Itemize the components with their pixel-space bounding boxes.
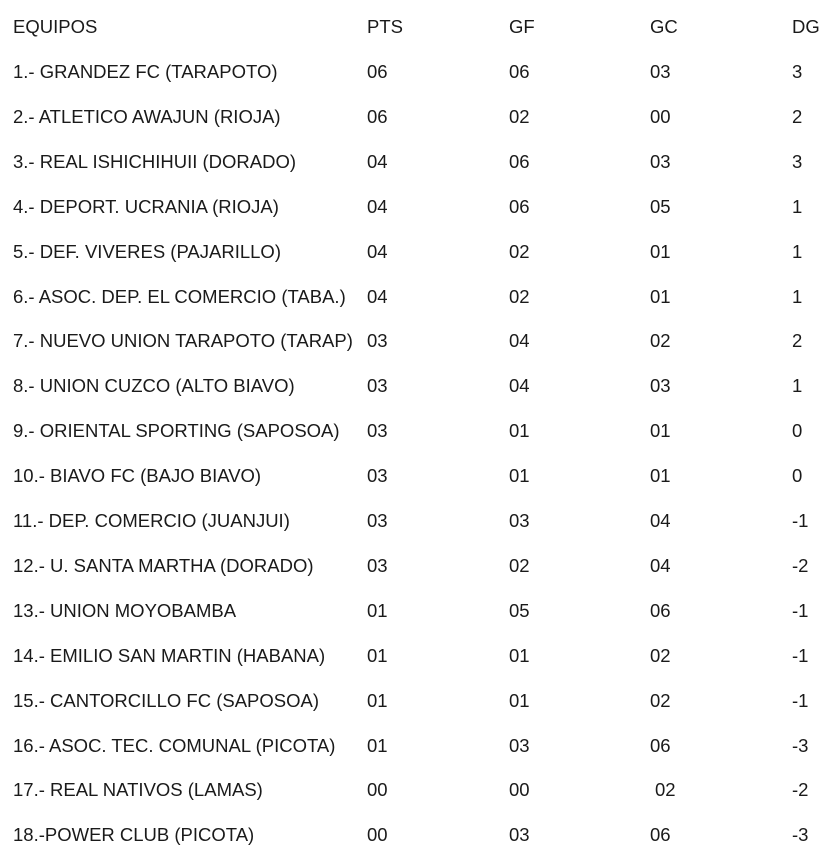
cell-gf: 04 <box>509 330 530 352</box>
cell-pts: 03 <box>367 330 388 352</box>
cell-gf: 02 <box>509 554 530 576</box>
cell-pts: 01 <box>367 734 388 756</box>
cell-dg: -3 <box>792 824 809 846</box>
cell-team: 7.- NUEVO UNION TARAPOTO (TARAP) <box>13 330 353 352</box>
cell-gf: 01 <box>509 644 530 666</box>
header-team: EQUIPOS <box>13 16 98 37</box>
cell-gc: 01 <box>650 285 671 307</box>
header-gc: GC <box>650 16 678 37</box>
cell-gc: 06 <box>650 734 671 756</box>
cell-team: 6.- ASOC. DEP. EL COMERCIO (TABA.) <box>13 285 346 307</box>
cell-team: 16.- ASOC. TEC. COMUNAL (PICOTA) <box>13 734 336 756</box>
cell-team: 2.- ATLETICO AWAJUN (RIOJA) <box>13 105 281 127</box>
table-row <box>0 237 839 267</box>
table-row <box>0 596 839 626</box>
header-row <box>0 12 839 42</box>
cell-dg: 0 <box>792 465 803 487</box>
cell-team: 11.- DEP. COMERCIO (JUANJUI) <box>13 510 290 531</box>
cell-team: 13.- UNION MOYOBAMBA <box>13 599 237 621</box>
cell-pts: 00 <box>367 824 388 846</box>
table-row <box>0 820 839 850</box>
cell-gf: 03 <box>509 734 530 756</box>
cell-pts: 03 <box>367 420 388 442</box>
header-gf: GF <box>509 16 535 37</box>
cell-team: 8.- UNION CUZCO (ALTO BIAVO) <box>13 375 295 397</box>
cell-gf: 03 <box>509 824 530 846</box>
table-row <box>0 731 839 761</box>
cell-gc: 02 <box>650 644 671 666</box>
cell-team: 9.- ORIENTAL SPORTING (SAPOSOA) <box>13 420 340 442</box>
cell-team: 5.- DEF. VIVERES (PAJARILLO) <box>13 240 281 262</box>
cell-dg: 1 <box>792 285 803 307</box>
cell-team: 12.- U. SANTA MARTHA (DORADO) <box>13 554 314 576</box>
cell-pts: 04 <box>367 240 388 262</box>
cell-dg: -2 <box>792 554 809 576</box>
cell-gc: 01 <box>650 420 671 442</box>
table-row <box>0 506 839 536</box>
cell-gc: 02 <box>650 330 671 352</box>
cell-gf: 04 <box>509 375 530 397</box>
cell-gc: 06 <box>650 824 671 846</box>
cell-dg: -2 <box>792 779 809 801</box>
header-pts: PTS <box>367 16 403 37</box>
cell-gf: 01 <box>509 689 530 711</box>
cell-dg: -3 <box>792 734 809 756</box>
cell-team: 17.- REAL NATIVOS (LAMAS) <box>13 779 263 801</box>
cell-gc: 02 <box>655 779 676 801</box>
cell-gc: 02 <box>650 689 671 711</box>
cell-pts: 06 <box>367 61 388 82</box>
cell-gc: 01 <box>650 240 671 262</box>
table-row <box>0 192 839 222</box>
cell-dg: 3 <box>792 61 803 82</box>
cell-pts: 04 <box>367 285 388 307</box>
cell-pts: 04 <box>367 195 388 217</box>
header-dg: DG <box>792 16 820 37</box>
table-row <box>0 57 839 87</box>
cell-team: 1.- GRANDEZ FC (TARAPOTO) <box>13 61 278 82</box>
cell-team: 15.- CANTORCILLO FC (SAPOSOA) <box>13 689 319 711</box>
cell-team: 10.- BIAVO FC (BAJO BIAVO) <box>13 465 262 487</box>
cell-gc: 03 <box>650 150 671 172</box>
cell-pts: 03 <box>367 510 388 531</box>
table-row <box>0 416 839 446</box>
cell-pts: 00 <box>367 779 388 801</box>
table-row <box>0 371 839 401</box>
cell-pts: 03 <box>367 554 388 576</box>
table-row <box>0 641 839 671</box>
cell-gc: 06 <box>650 599 671 621</box>
cell-pts: 01 <box>367 689 388 711</box>
cell-gf: 01 <box>509 465 530 487</box>
table-row <box>0 102 839 132</box>
cell-team: 14.- EMILIO SAN MARTIN (HABANA) <box>13 644 326 666</box>
table-row <box>0 775 839 805</box>
cell-dg: -1 <box>792 510 809 531</box>
cell-gc: 04 <box>650 510 671 531</box>
cell-dg: -1 <box>792 599 809 621</box>
cell-gc: 00 <box>650 105 671 127</box>
cell-gf: 06 <box>509 195 530 217</box>
cell-dg: 1 <box>792 240 803 262</box>
cell-team: 4.- DEPORT. UCRANIA (RIOJA) <box>13 195 279 217</box>
cell-dg: -1 <box>792 689 809 711</box>
cell-gc: 05 <box>650 195 671 217</box>
cell-gf: 03 <box>509 510 530 531</box>
table-row <box>0 326 839 356</box>
cell-gf: 01 <box>509 420 530 442</box>
cell-gf: 02 <box>509 285 530 307</box>
cell-dg: 0 <box>792 420 803 442</box>
table-row <box>0 686 839 716</box>
cell-dg: 2 <box>792 105 803 127</box>
cell-gf: 05 <box>509 599 530 621</box>
cell-gc: 01 <box>650 465 671 487</box>
cell-dg: 1 <box>792 375 803 397</box>
cell-dg: 1 <box>792 195 803 217</box>
cell-team: 18.-POWER CLUB (PICOTA) <box>13 824 255 846</box>
cell-pts: 01 <box>367 599 388 621</box>
table-row <box>0 282 839 312</box>
table-row <box>0 551 839 581</box>
table-row <box>0 147 839 177</box>
cell-dg: 2 <box>792 330 803 352</box>
cell-gf: 02 <box>509 105 530 127</box>
cell-gc: 03 <box>650 375 671 397</box>
cell-gc: 03 <box>650 61 671 82</box>
cell-dg: -1 <box>792 644 809 666</box>
cell-gf: 06 <box>509 61 530 82</box>
cell-pts: 01 <box>367 644 388 666</box>
cell-gf: 06 <box>509 150 530 172</box>
table-row <box>0 461 839 491</box>
cell-gc: 04 <box>650 554 671 576</box>
cell-dg: 3 <box>792 150 803 172</box>
cell-pts: 04 <box>367 150 388 172</box>
cell-team: 3.- REAL ISHICHIHUII (DORADO) <box>13 150 297 172</box>
cell-gf: 02 <box>509 240 530 262</box>
cell-gf: 00 <box>509 779 530 801</box>
cell-pts: 03 <box>367 375 388 397</box>
cell-pts: 03 <box>367 465 388 487</box>
cell-pts: 06 <box>367 105 388 127</box>
